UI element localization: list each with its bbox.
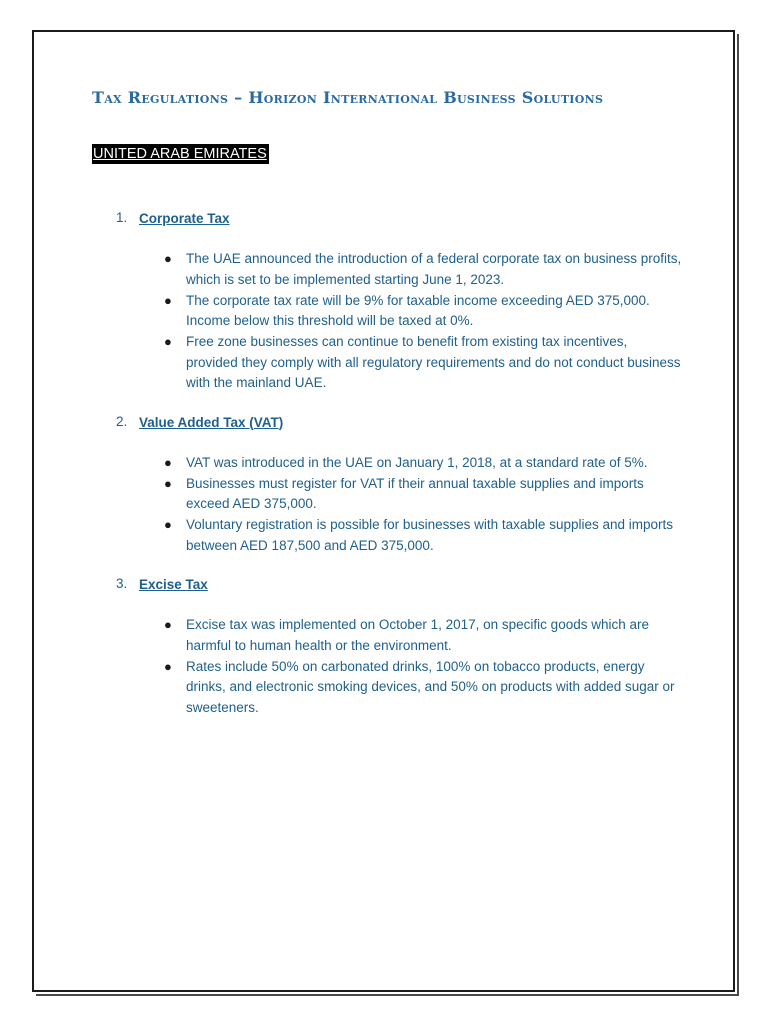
list-item	[164, 249, 682, 290]
bullet-icon: ●	[164, 292, 172, 308]
bullet-text: Rates include 50% on carbonated drinks, 100% on tobacco products, energy drinks, and electronic smoking devices, and 50% on products with added sugar or sweeteners.	[186, 658, 675, 715]
section-title: Value Added Tax (VAT)	[139, 414, 284, 430]
bullet-icon: ●	[164, 475, 172, 491]
bullet-icon: ●	[164, 517, 172, 532]
section-title: Excise Tax	[139, 577, 208, 592]
list-item	[164, 291, 682, 332]
bullet-list	[92, 615, 682, 718]
bullet-text: Excise tax was implemented on October 1, 2017, on specific goods which are harmful to human health or the environment.	[186, 617, 649, 653]
bullet-icon: ●	[164, 454, 172, 470]
list-item	[164, 332, 682, 394]
list-item	[164, 515, 682, 556]
bullet-list	[92, 249, 682, 394]
bullet-text: Free zone businesses can continue to benefit from existing tax incentives, provided they comply with all regulatory requirements and do not conduct business with the mainland UAE.	[186, 334, 681, 390]
list-item	[164, 615, 682, 656]
list-item	[164, 453, 682, 474]
bullet-text: Voluntary registration is possible for businesses with taxable supplies and imports between AED 187,500 and AED 375,000.	[186, 517, 674, 553]
list-item	[164, 474, 682, 515]
bullet-icon: ●	[164, 617, 172, 632]
section-title: Corporate Tax	[139, 211, 230, 226]
section-value-added-tax	[92, 414, 682, 557]
bullet-icon: ●	[164, 334, 172, 349]
bullet-text: Businesses must register for VAT if their annual taxable supplies and imports exceed AED 375,000.	[186, 475, 644, 511]
bullet-text: VAT was introduced in the UAE on January 1, 2018, at a standard rate of 5%.	[186, 454, 648, 470]
bullet-text: The corporate tax rate will be 9% for taxable income exceeding AED 375,000. Income below this threshold will be taxed at 0%.	[186, 292, 650, 328]
bullet-icon: ●	[164, 251, 172, 266]
section-excise-tax	[92, 576, 682, 718]
document-title: Tax Regulations – Horizon International Business Solutions	[92, 88, 604, 107]
section-number: 2.	[116, 413, 128, 429]
bullet-text: The UAE announced the introduction of a federal corporate tax on business profits, which is set to be implemented starting June 1, 2023.	[186, 251, 682, 287]
country-heading: UNITED ARAB EMIRATES	[93, 146, 267, 162]
document-content	[92, 88, 682, 738]
section-number: 1.	[116, 210, 128, 225]
bullet-list	[92, 453, 682, 557]
section-corporate-tax	[92, 210, 682, 394]
section-number: 3.	[116, 576, 128, 591]
bullet-icon: ●	[164, 658, 172, 674]
list-item	[164, 657, 682, 719]
tax-sections-list	[92, 210, 682, 718]
